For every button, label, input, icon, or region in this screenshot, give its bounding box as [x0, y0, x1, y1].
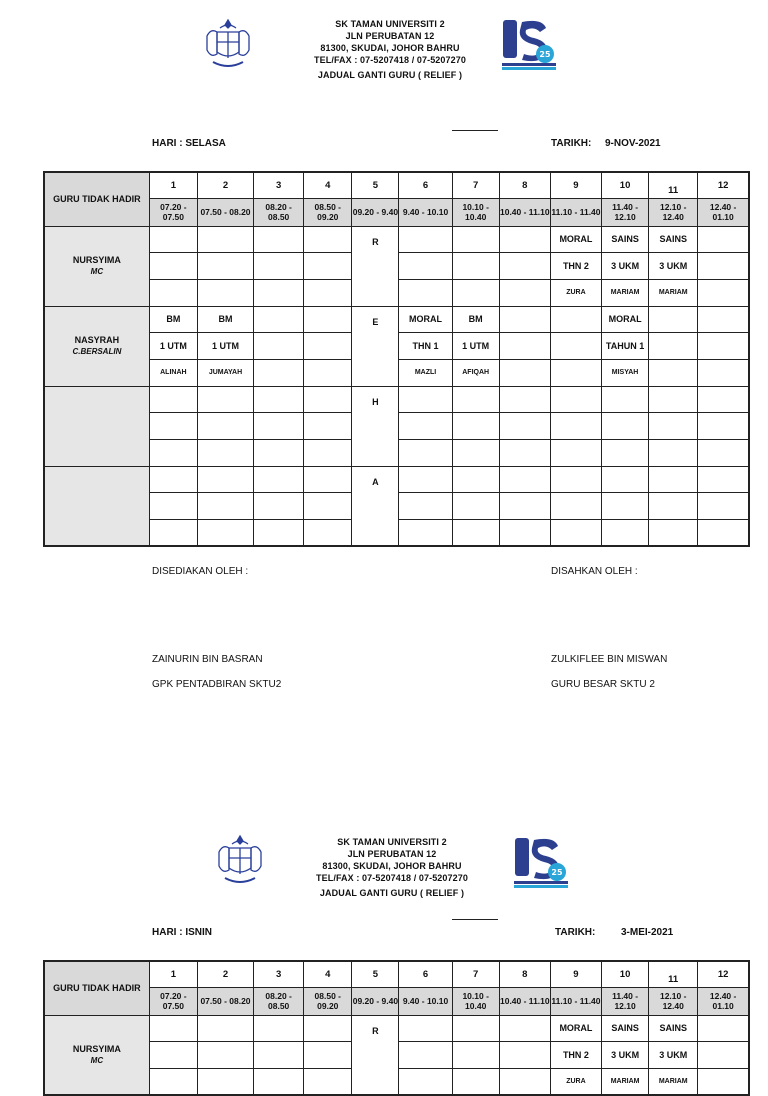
- relief-cell: [499, 253, 550, 280]
- relief-cell: BM: [452, 306, 499, 333]
- relief-cell: [499, 1042, 550, 1069]
- period-number: 11: [649, 961, 698, 987]
- approved-by-name: ZULKIFLEE BIN MISWAN: [551, 654, 668, 665]
- period-time: 08.50 - 09.20: [304, 198, 352, 226]
- relief-cell: [602, 466, 649, 493]
- relief-cell: ALINAH: [149, 359, 197, 386]
- relief-cell: MORAL: [550, 226, 601, 253]
- relief-cell: [602, 413, 649, 440]
- relief-cell: [499, 306, 550, 333]
- relief-cell: [197, 279, 253, 306]
- relief-cell: [304, 1015, 352, 1042]
- relief-cell: [149, 493, 197, 520]
- relief-cell: [304, 493, 352, 520]
- relief-cell: [550, 386, 601, 413]
- relief-cell: [254, 226, 304, 253]
- relief-cell: [452, 493, 499, 520]
- relief-cell: [698, 466, 749, 493]
- period-number: 12: [698, 172, 749, 198]
- period-time: 9.40 - 10.10: [399, 987, 452, 1015]
- relief-cell: [499, 226, 550, 253]
- relief-cell: [602, 386, 649, 413]
- absence-reason: C.BERSALIN: [72, 347, 122, 357]
- relief-cell: [254, 440, 304, 467]
- period-time: 11.10 - 11.40: [550, 987, 601, 1015]
- relief-cell: BM: [197, 306, 253, 333]
- period-time: 10.10 - 10.40: [452, 987, 499, 1015]
- relief-cell: [698, 279, 749, 306]
- relief-cell: [499, 466, 550, 493]
- relief-cell: [254, 333, 304, 360]
- relief-cell: [649, 359, 698, 386]
- relief-cell: [499, 386, 550, 413]
- school-header: [282, 836, 502, 899]
- school-street: JLN PERUBATAN 12: [345, 31, 435, 41]
- period-time: 09.20 - 9.40: [352, 987, 399, 1015]
- relief-cell: [452, 520, 499, 547]
- relief-sheet-2: [0, 828, 768, 1085]
- relief-cell: [254, 493, 304, 520]
- relief-cell: [254, 466, 304, 493]
- period-number: 4: [304, 172, 352, 198]
- relief-cell: [197, 1042, 253, 1069]
- relief-cell: [452, 226, 499, 253]
- relief-cell: 1 UTM: [149, 333, 197, 360]
- relief-cell: [197, 466, 253, 493]
- period-number: 4: [304, 961, 352, 987]
- period-number: 7: [452, 961, 499, 987]
- period-number: 1: [149, 961, 197, 987]
- relief-cell: [399, 1068, 452, 1095]
- relief-cell: SAINS: [602, 226, 649, 253]
- relief-cell: MORAL: [602, 306, 649, 333]
- relief-cell: TAHUN 1: [602, 333, 649, 360]
- rehat-letter: A: [372, 476, 379, 487]
- period-number: 5: [352, 172, 399, 198]
- prepared-by-label: DISEDIAKAN OLEH :: [152, 566, 249, 577]
- rehat-cell: [352, 386, 399, 466]
- prepared-by-title: GPK PENTADBIRAN SKTU2: [152, 679, 282, 690]
- period-time: 07.50 - 08.20: [197, 987, 253, 1015]
- relief-cell: [149, 466, 197, 493]
- period-time: 08.20 - 08.50: [254, 987, 304, 1015]
- relief-cell: BM: [149, 306, 197, 333]
- relief-cell: [550, 306, 601, 333]
- school-name: SK TAMAN UNIVERSITI 2: [337, 837, 447, 847]
- relief-cell: [254, 386, 304, 413]
- relief-cell: [304, 279, 352, 306]
- period-number-row: [44, 961, 749, 987]
- relief-cell: [649, 466, 698, 493]
- relief-cell: [399, 466, 452, 493]
- relief-cell: MARIAM: [602, 1068, 649, 1095]
- rehat-letter: R: [372, 1025, 379, 1036]
- relief-cell: ZURA: [550, 1068, 601, 1095]
- relief-cell: [304, 333, 352, 360]
- malaysia-crest-icon: [215, 832, 265, 888]
- period-number: 7: [452, 172, 499, 198]
- period-time: 12.40 - 01.10: [698, 198, 749, 226]
- period-time-row: [44, 198, 749, 226]
- relief-cell: [304, 306, 352, 333]
- teacher-name: NURSYIMA: [72, 1043, 121, 1054]
- relief-cell: [550, 493, 601, 520]
- rehat-letter: H: [372, 396, 379, 407]
- period-number: 11: [649, 172, 698, 198]
- relief-cell: [550, 466, 601, 493]
- relief-cell: [452, 253, 499, 280]
- relief-cell: [149, 1042, 197, 1069]
- school-header: [280, 18, 500, 81]
- period-time: 08.50 - 09.20: [304, 987, 352, 1015]
- relief-cell: [149, 1068, 197, 1095]
- relief-cell: [649, 440, 698, 467]
- relief-cell: [698, 413, 749, 440]
- relief-cell: [254, 1068, 304, 1095]
- relief-cell: [499, 520, 550, 547]
- relief-cell: [550, 333, 601, 360]
- relief-cell: [499, 493, 550, 520]
- period-number: 5: [352, 961, 399, 987]
- relief-cell: [452, 1068, 499, 1095]
- period-number: 2: [197, 172, 253, 198]
- rehat-cell: [352, 1015, 399, 1095]
- relief-cell: [197, 386, 253, 413]
- period-number: 1: [149, 172, 197, 198]
- absent-teacher-header: GURU TIDAK HADIR: [44, 961, 149, 1015]
- relief-cell: MORAL: [399, 306, 452, 333]
- hari-label: HARI : ISNIN: [152, 927, 212, 938]
- table-row: [44, 1015, 749, 1042]
- relief-cell: [499, 1015, 550, 1042]
- relief-cell: [499, 359, 550, 386]
- relief-timetable: [43, 960, 750, 1096]
- relief-cell: [254, 413, 304, 440]
- relief-cell: [399, 279, 452, 306]
- relief-cell: [254, 306, 304, 333]
- relief-cell: [698, 493, 749, 520]
- table-row: [44, 226, 749, 253]
- period-time: 12.10 - 12.40: [649, 987, 698, 1015]
- sheet-title: JADUAL GANTI GURU ( RELIEF ): [317, 70, 463, 80]
- relief-cell: THN 2: [550, 253, 601, 280]
- relief-cell: [149, 1015, 197, 1042]
- relief-timetable: [43, 171, 750, 547]
- relief-cell: AFIQAH: [452, 359, 499, 386]
- period-number: 6: [399, 961, 452, 987]
- relief-cell: [197, 493, 253, 520]
- period-time: 07.50 - 08.20: [197, 198, 253, 226]
- relief-cell: MARIAM: [649, 1068, 698, 1095]
- relief-cell: [452, 466, 499, 493]
- approved-by-label: DISAHKAN OLEH :: [551, 566, 638, 577]
- absent-teacher-cell: [44, 1015, 149, 1095]
- period-number: 3: [254, 172, 304, 198]
- relief-cell: [149, 520, 197, 547]
- period-number: 8: [499, 172, 550, 198]
- relief-cell: [399, 520, 452, 547]
- prepared-by-name: ZAINURIN BIN BASRAN: [152, 654, 263, 665]
- relief-cell: [399, 413, 452, 440]
- relief-cell: SAINS: [649, 226, 698, 253]
- relief-cell: [254, 1015, 304, 1042]
- relief-cell: JUMAYAH: [197, 359, 253, 386]
- relief-cell: [149, 413, 197, 440]
- relief-cell: [499, 333, 550, 360]
- relief-cell: [550, 359, 601, 386]
- relief-cell: [452, 1042, 499, 1069]
- relief-cell: [452, 386, 499, 413]
- absence-reason: MC: [90, 1055, 104, 1065]
- period-time: 07.20 - 07.50: [149, 198, 197, 226]
- relief-cell: [452, 279, 499, 306]
- relief-cell: [254, 279, 304, 306]
- relief-cell: MORAL: [550, 1015, 601, 1042]
- absent-teacher-cell: [44, 386, 149, 466]
- relief-cell: [399, 493, 452, 520]
- relief-cell: [452, 1015, 499, 1042]
- relief-cell: 3 UKM: [649, 253, 698, 280]
- relief-cell: [649, 386, 698, 413]
- relief-cell: [399, 386, 452, 413]
- period-number-row: [44, 172, 749, 198]
- tarikh-value: 9-NOV-2021: [605, 138, 661, 149]
- school-city: 81300, SKUDAI, JOHOR BAHRU: [322, 861, 462, 871]
- relief-cell: [399, 253, 452, 280]
- relief-cell: [452, 440, 499, 467]
- relief-cell: [698, 1068, 749, 1095]
- relief-cell: [304, 413, 352, 440]
- relief-cell: [698, 333, 749, 360]
- relief-cell: [304, 1068, 352, 1095]
- tarikh-label: TARIKH:: [555, 927, 596, 938]
- malaysia-crest-icon: [203, 16, 253, 72]
- relief-cell: [399, 440, 452, 467]
- relief-cell: [602, 520, 649, 547]
- period-time: 9.40 - 10.10: [399, 198, 452, 226]
- absent-teacher-cell: [44, 226, 149, 306]
- relief-cell: MARIAM: [649, 279, 698, 306]
- relief-cell: [698, 520, 749, 547]
- relief-cell: 3 UKM: [602, 253, 649, 280]
- approved-by-title: GURU BESAR SKTU 2: [551, 679, 655, 690]
- school-phone: TEL/FAX : 07-5207418 / 07-5207270: [316, 873, 468, 883]
- relief-cell: [197, 520, 253, 547]
- relief-cell: [304, 359, 352, 386]
- relief-cell: [499, 1068, 550, 1095]
- relief-cell: [254, 520, 304, 547]
- period-time: 12.40 - 01.10: [698, 987, 749, 1015]
- relief-cell: [197, 440, 253, 467]
- relief-cell: [149, 279, 197, 306]
- relief-cell: [197, 226, 253, 253]
- period-time: 11.40 - 12.10: [602, 198, 649, 226]
- teacher-name: NASYRAH: [74, 335, 120, 346]
- period-time: 10.40 - 11.10: [499, 198, 550, 226]
- school-phone: TEL/FAX : 07-5207418 / 07-5207270: [314, 55, 466, 65]
- school-name: SK TAMAN UNIVERSITI 2: [335, 19, 445, 29]
- table-row: [44, 466, 749, 493]
- period-number: 10: [602, 172, 649, 198]
- period-time: 10.40 - 11.10: [499, 987, 550, 1015]
- tarikh-label: TARIKH:: [551, 138, 592, 149]
- absent-teacher-cell: [44, 306, 149, 386]
- rehat-letter: E: [372, 316, 379, 327]
- relief-cell: MAZLI: [399, 359, 452, 386]
- table-row: [44, 306, 749, 333]
- relief-cell: [698, 226, 749, 253]
- relief-cell: [197, 1068, 253, 1095]
- relief-cell: [698, 1042, 749, 1069]
- period-time: 11.40 - 12.10: [602, 987, 649, 1015]
- relief-cell: [149, 226, 197, 253]
- signature-line: [452, 130, 498, 131]
- relief-cell: [698, 1015, 749, 1042]
- relief-cell: [550, 440, 601, 467]
- period-time: 10.10 - 10.40: [452, 198, 499, 226]
- absent-teacher-header: GURU TIDAK HADIR: [44, 172, 149, 226]
- school-25-logo-icon: [512, 834, 570, 890]
- relief-cell: 3 UKM: [602, 1042, 649, 1069]
- relief-cell: [698, 306, 749, 333]
- relief-cell: [254, 1042, 304, 1069]
- svg-text:25: 25: [539, 50, 551, 59]
- period-time-row: [44, 987, 749, 1015]
- absent-teacher-cell: [44, 466, 149, 546]
- rehat-letter: R: [372, 236, 379, 247]
- relief-cell: [197, 413, 253, 440]
- relief-cell: [550, 520, 601, 547]
- relief-cell: [304, 1042, 352, 1069]
- relief-cell: MISYAH: [602, 359, 649, 386]
- relief-cell: [304, 253, 352, 280]
- period-number: 10: [602, 961, 649, 987]
- teacher-name: NURSYIMA: [72, 255, 121, 266]
- relief-cell: [399, 1015, 452, 1042]
- tarikh-value: 3-MEI-2021: [621, 927, 674, 938]
- rehat-cell: [352, 306, 399, 386]
- relief-cell: [149, 440, 197, 467]
- absence-reason: MC: [90, 267, 104, 277]
- relief-cell: [698, 359, 749, 386]
- relief-cell: [304, 520, 352, 547]
- period-number: 8: [499, 961, 550, 987]
- relief-cell: [452, 413, 499, 440]
- period-time: 08.20 - 08.50: [254, 198, 304, 226]
- relief-cell: 1 UTM: [452, 333, 499, 360]
- relief-cell: [399, 226, 452, 253]
- relief-cell: [499, 279, 550, 306]
- rehat-cell: [352, 466, 399, 546]
- period-time: 11.10 - 11.40: [550, 198, 601, 226]
- relief-cell: [499, 440, 550, 467]
- sheet-title: JADUAL GANTI GURU ( RELIEF ): [319, 888, 465, 898]
- svg-text:25: 25: [551, 868, 563, 877]
- relief-cell: [197, 1015, 253, 1042]
- hari-label: HARI : SELASA: [152, 138, 226, 149]
- relief-cell: [649, 520, 698, 547]
- period-number: 9: [550, 961, 601, 987]
- school-street: JLN PERUBATAN 12: [347, 849, 437, 859]
- relief-cell: SAINS: [602, 1015, 649, 1042]
- relief-cell: [254, 253, 304, 280]
- relief-cell: ZURA: [550, 279, 601, 306]
- relief-cell: [649, 306, 698, 333]
- relief-cell: [649, 413, 698, 440]
- period-number: 6: [399, 172, 452, 198]
- relief-cell: [254, 359, 304, 386]
- table-row: [44, 386, 749, 413]
- period-number: 9: [550, 172, 601, 198]
- relief-cell: [499, 413, 550, 440]
- relief-cell: [304, 386, 352, 413]
- period-time: 09.20 - 9.40: [352, 198, 399, 226]
- period-number: 2: [197, 961, 253, 987]
- relief-cell: [149, 253, 197, 280]
- relief-cell: [304, 466, 352, 493]
- relief-cell: [698, 440, 749, 467]
- period-time: 07.20 - 07.50: [149, 987, 197, 1015]
- relief-cell: [550, 413, 601, 440]
- school-25-logo-icon: [500, 16, 558, 72]
- relief-cell: [649, 493, 698, 520]
- relief-cell: THN 2: [550, 1042, 601, 1069]
- signature-line: [452, 919, 498, 920]
- relief-cell: SAINS: [649, 1015, 698, 1042]
- relief-cell: [149, 386, 197, 413]
- school-city: 81300, SKUDAI, JOHOR BAHRU: [320, 43, 460, 53]
- period-time: 12.10 - 12.40: [649, 198, 698, 226]
- relief-cell: [197, 253, 253, 280]
- rehat-cell: [352, 226, 399, 306]
- relief-cell: [602, 440, 649, 467]
- relief-cell: [399, 1042, 452, 1069]
- relief-cell: [698, 386, 749, 413]
- relief-cell: [304, 226, 352, 253]
- relief-cell: [649, 333, 698, 360]
- period-number: 3: [254, 961, 304, 987]
- relief-cell: MARIAM: [602, 279, 649, 306]
- relief-cell: THN 1: [399, 333, 452, 360]
- period-number: 12: [698, 961, 749, 987]
- relief-cell: 3 UKM: [649, 1042, 698, 1069]
- relief-cell: [304, 440, 352, 467]
- relief-cell: 1 UTM: [197, 333, 253, 360]
- relief-cell: [698, 253, 749, 280]
- relief-cell: [602, 493, 649, 520]
